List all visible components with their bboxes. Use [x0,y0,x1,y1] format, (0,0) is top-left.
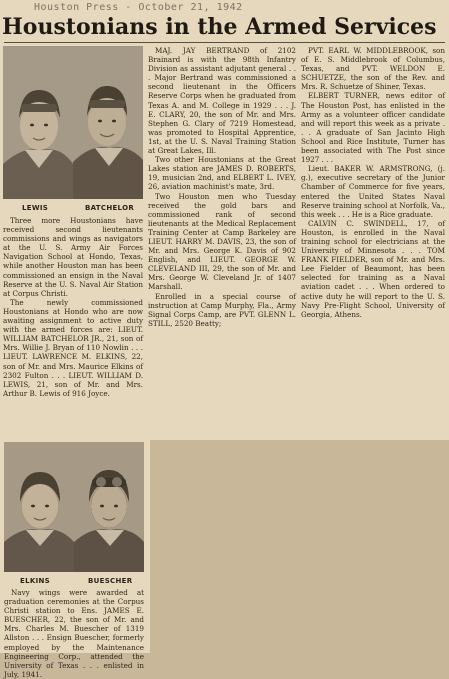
photo-lewis-batchelor [3,46,143,199]
paragraph: Three more Houstonians have received second lieutenants commissions and wings as navigators at the U. S. Army Air Forces Navigation School at Hondo, Texas, while another Houston man has been commissioned an ensign in the Naval Reserve at the U. S. Naval Air Station at Corpus Christi. [3,216,143,298]
paragraph: MAJ. JAY BERTRAND of 2102 Brainard is with the 98th Infantry Division as assistant adjutant general . . . Major Bertrand was commissioned a second lieutenant in the Officers Reserve Corps when he graduated from Texas A. and M. College in 1929 . . . J. E. CLARY, 20, the son of Mr. and Mrs. Stephen G. Clary of 7219 Homestead, was promoted to Hospital Apprentice, 1st, at the U. S. Naval Training Station at Great Lakes, Ill. [148,46,296,156]
dateline: Houston Press - October 21, 1942 [34,2,243,13]
caption-buescher: BUESCHER [88,577,133,585]
paragraph: Navy wings were awarded at graduation ceremonies at the Corpus Christi station to Ens. JAMES E. BUESCHER, 22, the son of Mr. and Mrs. Charles M. Buescher of 1319 Allston . . . Ensign Buescher, formerly employed by the Maintenance Engineering Corp., attended the University of Texas . . . enlisted in July, 1941. [4,588,144,679]
column-middle [148,46,296,328]
caption-elkins: ELKINS [20,577,50,585]
paragraph: Enrolled in a special course of instruction at Camp Murphy, Fla., Army Signal Corps Camp, are PVT. GLENN L. STILL, 2520 Beatty; [148,291,296,328]
paragraph: Two other Houstonians at the Great Lakes station are JAMES D. ROBERTS, 19, musician 2nd, and ELBERT L. IVEY, 26, aviation machinist's mate, 3rd. [148,155,296,192]
paragraph: ELBERT TURNER, news editor of The Houston Post, has enlisted in the Army as a volunteer officer candidate and will report this week as a private . . . A graduate of San Jacinto High School and Rice Institute, Turner has been associated with The Post since 1927 . . . [301,91,445,165]
column-right [301,46,445,319]
paragraph: PVT. EARL W. MIDDLEBROOK, son of E. S. Middlebrook of Columbus, Texas, and PVT. WELDON E. SCHUETZE, the son of the Rev. and Mrs. R. Schuetze of Shiner, Texas. [301,46,445,92]
paragraph: Two Houston men who Tuesday received the gold bars and commissioned rank of second lieutenants at the Medical Replacement Training Center at Camp Barkeley are LIEUT. HARRY M. DAVIS, 23, the son of Mr. and Mrs. George K. Davis of 902 English, and LIEUT. GEORGE W. CLEVELAND III, 29, the son of Mr. and Mrs. George W. Cleveland Jr. of 1407 Marshall. [148,191,296,292]
column-left [3,216,143,398]
paragraph: The newly commissioned Houstonians at Hondo who are now awaiting assignment to active duty with the armed forces are: LIEUT. WILLIAM BATCHELOR JR., 21, son of Mrs. Willie J. Bryan of 110 Nowlin . . . LIEUT. LAWRENCE M. ELKINS, 22, son of Mr. and Mrs. Maurice Elkins of 2302 Fulton . . . LIEUT. WILLIAM D. LEWIS, 21, son of Mr. and Mrs. Arthur B. Lewis of 916 Joyce. [3,297,143,398]
photo-elkins-buescher [4,442,144,572]
paragraph: CALVIN C. SWINDELL, 17, of Houston, is enrolled in the Naval training school for electricians at the University of Minnesota . . . TOM FRANK FIELDER, son of Mr. and Mrs. Lee Fielder of Beaumont, has been selected for training as a Naval aviation cadet . . . When ordered to active duty he will report to the U. S. Navy Pre-Flight School, University of Georgia, Athens. [301,218,445,319]
clipping-lower [0,440,150,679]
caption-batchelor: BATCHELOR [85,204,135,212]
headline: Houstonians in the Armed Services [2,14,437,40]
headline-rule [4,42,445,43]
column-left-bottom [4,588,144,679]
caption-lewis: LEWIS [22,204,49,212]
paragraph: Lieut. BAKER W. ARMSTRONG, (j. g.), executive secretary of the Junior Chamber of Commerce for five years, entered the United States Naval Reserve training school at Norfolk, Va., this week . . . He is a Rice graduate. [301,164,445,219]
